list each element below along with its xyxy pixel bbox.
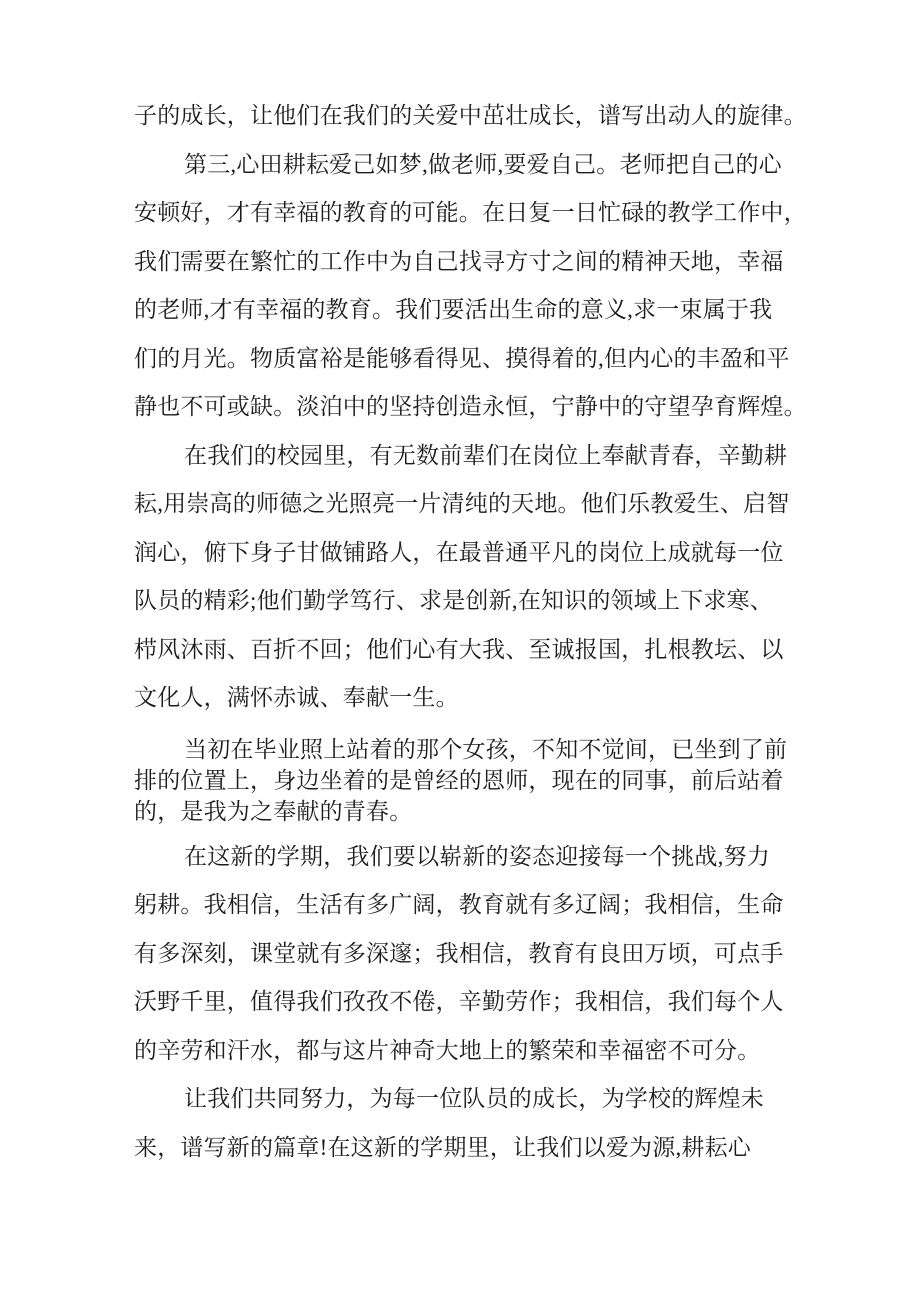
paragraph (134, 833, 824, 1076)
text-line: 排的位置上，身边坐着的是曾经的恩师，现在的同事，前后站着 (134, 767, 784, 793)
text-line: 的老师,才有幸福的教育。我们要活出生命的意义,求一束属于我 (134, 297, 773, 322)
paragraph (134, 734, 824, 827)
text-line: 们的月光。物质富裕是能够看得见、摸得着的,但内心的丰盈和平 (134, 345, 790, 371)
text-line: 沃野千里，值得我们孜孜不倦，辛勤劳作；我相信，我们每个人 (134, 989, 784, 1014)
text-line: 栉风沐雨、百折不回；他们心有大我、至诚报国，扎根教坛、以 (134, 636, 784, 662)
paragraph (134, 92, 824, 141)
text-line: 文化人，满怀赤诚、奉献一生。 (134, 685, 459, 710)
paragraph (134, 1075, 824, 1172)
text-line: 来，谱写新的篇章!在这新的学期里，让我们以爱为源,耕耘心 (134, 1134, 752, 1160)
text-line: 耘,用崇高的师德之光照亮一片清纯的天地。他们乐教爱生、启智 (134, 491, 790, 516)
text-line: 在我们的校园里，有无数前辈们在岗位上奉献青春，辛勤耕 (184, 442, 788, 468)
text-line: 子的成长，让他们在我们的关爱中茁壮成长，谱写出动人的旋律。 (134, 103, 807, 128)
text-line: 在这新的学期，我们要以崭新的姿态迎接每一个挑战,努力 (184, 843, 770, 869)
text-line: 静也不可或缺。淡泊中的坚持创造永恒，宁静中的守望孕育辉煌。 (134, 394, 807, 419)
text-line: 润心，俯下身子甘做铺路人，在最普通平凡的岗位上成就每一位 (134, 539, 784, 565)
text-line: 让我们共同努力，为每一位队员的成长，为学校的辉煌未 (184, 1086, 764, 1111)
text-line: 队员的精彩;他们勤学笃行、求是创新,在知识的领域上下求寒、 (134, 588, 773, 613)
paragraph (134, 432, 824, 723)
text-line: 第三,心田耕耘爱己如梦,做老师,要爱自己。老师把自己的心 (184, 151, 782, 177)
text-line: 安顿好，才有幸福的教育的可能。在日复一日忙碌的教学工作中， (134, 200, 807, 225)
text-line: 的辛劳和汗水，都与这片神奇大地上的繁荣和幸福密不可分。 (134, 1037, 761, 1063)
text-line: 当初在毕业照上站着的那个女孩，不知不觉间，已坐到了前 (184, 736, 788, 762)
text-line: 有多深刻，课堂就有多深邃；我相信，教育有良田万顷，可点手 (134, 940, 784, 966)
text-line: 的，是我为之奉献的青春。 (134, 798, 413, 824)
text-line: 躬耕。我相信，生活有多广阔，教育就有多辽阔；我相信，生命 (134, 892, 784, 917)
paragraph (134, 141, 824, 432)
text-line: 我们需要在繁忙的工作中为自己找寻方寸之间的精神天地，幸福 (134, 248, 784, 274)
document-body (134, 92, 824, 1172)
